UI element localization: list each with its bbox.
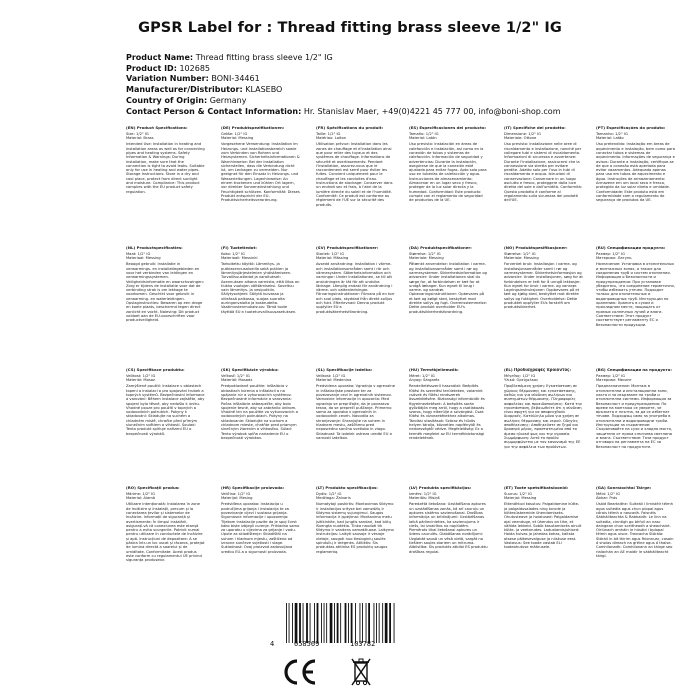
language-header: (DA) Produktspecifikationer:	[409, 246, 472, 250]
barcode-lead-digit: 4	[270, 640, 275, 648]
weee-crossed-bin-icon	[350, 657, 372, 687]
language-body: Utilizare intenționată: Instalarea în zone de încălzire și instalații, precum și la conectarea țevilor și sistemelor de încălzire. Informații de siguranță și avertismente: În timpul instalării, asigurați-vă că conexiunea este etanșă pentru a evita scurgerile. Potrivit numai pentru utilizare în conductele de încălzire și apă. Instrucțiuni de depozitare: A se păstra într-un loc uscat și răcoros, protejat de lumina directă a soarelui și de umiditate. Conformitate: Acest produs este conform cu regulamentul UE privind siguranța produselor.	[126, 502, 205, 563]
language-block	[316, 368, 395, 478]
language-body: Predvidena uporaba: Vgradnja v ogrevalne in inštalacijske prostore ter za povezovanje cevi in ogrevalnih sistemov. Varnostne informacije in opozorila: Med vgradnjo se prepričajte, da je povezava tesna, da se prepreči puščanje. Primerno samo za uporabo v ogrevalnih in vodovodnih ceveh. Navodila za shranjevanje: Shranjujte na suhem in hladnem mestu, zaščiteno pred neposredno sončno svetlobo in vlago. Skladnost: Ta izdelek ustreza uredbi EU o varnosti izdelkov.	[316, 384, 395, 440]
size-line: Tamaño: 1/2" IG	[409, 131, 439, 136]
barcode-right-group: 103782	[350, 640, 376, 648]
size-line: Størrelse: 1/2" IG	[409, 251, 441, 256]
size-line: Taille: 1/2" IG	[316, 131, 341, 136]
language-block	[316, 246, 395, 356]
language-header: (FI) Tuotetiedot:	[221, 246, 257, 250]
language-block	[221, 486, 300, 596]
language-body: Predviđena uporaba: Instalacija u područjima grijanja i instalacija te za povezivanje cijevi i sustava grijanja. Sigurnosne informacije i upozorenja: Tijekom instalacije pazite da je spoj čvrst kako biste izbjegli curenje. Prikladno samo za uporabu u cijevima za grijanje i vodu. Upute za skladištenje: Skladištiti na suhom i hladnom mjestu, zaštićeno od izravne sunčeve svjetlosti i vlage. Sukladnost: Ovaj proizvod zadovoljava uredbu EU-a o sigurnosti proizvoda.	[221, 502, 300, 554]
material-line: Materiaal: Messing	[126, 256, 161, 261]
language-block	[316, 126, 395, 236]
size-line: Izmērs: 1/2" IG	[409, 491, 437, 496]
language-header: (EN) Product Specifications:	[126, 126, 188, 130]
language-block	[596, 368, 675, 478]
material-line: Material: Brass	[126, 136, 154, 141]
language-block	[409, 126, 488, 236]
material-line: Anyag: Sárgaréz	[409, 378, 440, 383]
language-body: Предназначение: Монтаж в отоплителни и инсталационни зони, както и за свързване на тръби и отоплителни системи. Информация за безопасност и предупреждения: По време на монтажа се уверете, че връзката е плътна, за да се избегнат течове. Подходящ само за употреба в отоплителни и водопроводни тръби. Инструкции за съхранение: Съхранявайте на сухо и хладно място, защитено от пряка слънчева светлина и влага. Съответствие: Този продукт отговаря на регламента на ЕС за безопасност на продуктите.	[596, 384, 673, 449]
material-line: Materiaali: Messinki	[221, 256, 258, 261]
language-body: Paredzētā lietošana: Uzstādīšana apkures un uzstādīšanas zonās, kā arī cauruļu un apkures sistēmu savienošanai. Drošības informācija un brīdinājumi: Uzstādīšanas laikā pārliecinieties, ka savienojums ir ciešs, lai izvairītos no noplūdēm. Piemērots tikai lietošanai apkures un ūdens caurulēs. Glabāšanas norādījumi: Uzglabāt sausā un vēsā vietā, sargāt no tiešiem saules stariem un mitruma. Atbilstība: Šis produkts atbilst ES produktu drošības regulai.	[409, 502, 488, 554]
language-header: (HU) Termékjellemzők:	[409, 368, 459, 372]
language-block	[596, 486, 675, 596]
language-header: (RO) Specificații produs:	[126, 486, 180, 490]
language-section	[126, 126, 689, 236]
barcode-left-group: 058569	[294, 640, 320, 648]
language-header: (BG) Спецификации на продукта:	[596, 368, 672, 372]
material-line: Materiál: Mosaz	[126, 378, 155, 383]
language-block	[221, 126, 300, 236]
language-section	[126, 486, 689, 596]
material-line: Materiale: Ottone	[504, 136, 537, 141]
size-line: Koko: 1/2" IG	[221, 251, 245, 256]
size-line: Suurus: 1/2" IG	[504, 491, 532, 496]
label-footer	[270, 603, 430, 695]
language-body: Avsedd användning: Installation i värme- och installationsområden samt i rör och värmesystem. Säkerhetsinformation och varningar: Under installationen, se till att anslutningen är tät för att undvika läckage. Lämplig endast för användning i värme- och vattenledningar. Förvaringsinstruktioner: Förvara på en torr och sval plats, skyddad från direkt solljus och fukt. Efterlevnad: Denna produkt uppfyller EU:s produktsäkerhetsförordning.	[316, 262, 395, 314]
language-grid	[126, 126, 689, 590]
product-info-label: Manufacturer/Distributor:	[126, 85, 243, 95]
language-header: (IT) Specifiche del prodotto:	[504, 126, 566, 130]
product-info-value: 102685	[179, 63, 210, 73]
product-info-row	[126, 74, 686, 85]
product-info-row	[126, 64, 686, 75]
language-block	[126, 126, 205, 236]
language-body: Uso previsto: Instalación en áreas de calefacción e instalación, así como en la conexión de tubos y sistemas de calefacción. Información de seguridad y advertencias: Durante la instalación, asegúrese de que la conexión esté ajustada para evitar fugas. Apto solo para uso en tuberías de calefacción y agua. Instrucciones de almacenamiento: Almacenar en un lugar seco y fresco, proteger de la luz solar directa y la humedad. Conformidad: Este producto cumple con el reglamento de seguridad de productos de la UE.	[409, 142, 487, 203]
product-info-row	[126, 85, 686, 96]
size-line: Velikost: 1/2" IG	[126, 373, 156, 378]
material-line: Material: Messing	[221, 136, 254, 141]
language-header: (HR) Specifikacije proizvoda:	[221, 486, 285, 490]
material-line: Material: Medenina	[316, 378, 352, 383]
material-line: Materiál: Mosadz	[221, 378, 253, 383]
material-line: Materjal: Messing	[504, 496, 537, 501]
size-line: Veľkosť: 1/2" IG	[221, 373, 250, 378]
barcode-digits	[270, 640, 420, 650]
language-body: Úsáid Beartaithe: Suiteáil i limistéir téimh agus suiteála agus chun píopaí agus córais téimh a nascadh. Faisnéis Sábháilteachta & Rabhaidh: Le linn na suiteála, cinntigh go bhfuil an nasc daingean chun sceitheadh a sheachaint. Oiriúnach amháin le húsáid i bpíopaí téimh agus uisce. Treoracha Stórála: Stóráil in áit thirim agus fhionnuar, cosain ó sholas díreach na gréine agus ó thaise. Comhlíonadh: Comhlíonann an táirge seo rialachán an AE maidir le sábháilteacht táirgí.	[596, 502, 674, 558]
material-line: Material: Latão	[596, 136, 624, 141]
language-block	[409, 246, 488, 356]
size-line: Size: 1/2" IG	[126, 131, 149, 136]
language-header: (SK) Špecifikácie výrobku:	[221, 368, 279, 372]
language-body: Påtænkt anvendelse: Installation i varme- og installationsområder samt i rør og varmesystemer. Sikkerhedsinformation og advarsler: Under installationen skal du sørge for, at forbindelsen er tæt for at undgå lækager. Kun egnet til brug i varme- og vandrør. Opbevaringsinstruktioner: Opbevares på et tørt og køligt sted, beskyttet mod direkte sollys og fugt. Overensstemmelse: Dette produkt overholder EU's produktsikkerhedsforordning.	[409, 262, 488, 314]
language-header: (NO) Produktspesifikasjoner:	[504, 246, 568, 250]
language-body: Numatytoji paskirtis: Montavimas šildymo ir instaliacijos srityse bei vamzdžių ir šildymo sistemų sujungimui. Saugos informacija ir įspėjimai: Montavimo metu įsitikinkite, kad jungtis sandari, kad būtų išvengta nuotėkio. Tinka naudoti tik šildymo ir vandens vamzdžiuose. Laikymo instrukcijos: Laikyti sausoje ir vėsioje vietoje, saugoti nuo tiesioginių saulės spindulių ir drėgmės. Atitiktis: Šis produktas atitinka ES produktų saugos reglamentą.	[316, 502, 394, 554]
product-info-label: Product Name:	[126, 53, 194, 62]
material-line: Material: Latón	[409, 136, 437, 141]
product-info-label: Variation Number:	[126, 74, 209, 84]
language-block	[221, 246, 300, 356]
language-block	[126, 486, 205, 596]
language-block	[504, 126, 583, 236]
product-info-label: Country of Origin:	[126, 95, 208, 105]
product-info-value: Germany	[209, 95, 247, 105]
language-block	[126, 246, 205, 356]
page-title: GPSR Label for : Thread fitting brass sleeve 1/2" IG	[138, 20, 562, 36]
material-line: Medžiaga: Žalvaris	[316, 496, 351, 501]
language-block	[316, 486, 395, 596]
size-line: Mărime: 1/2" IG	[126, 491, 156, 496]
product-info-block	[126, 53, 686, 117]
size-line: Maat: 1/2" IG	[126, 251, 151, 256]
language-header: (EL) Προδιαγραφές προϊόντος:	[504, 368, 571, 372]
language-body: Predpokladané použitie: Inštalácia v oblastiach kúrenia a inštalácií a na spájanie rúr a vykurovacích systémov. Bezpečnostné informácie a varovania: Počas inštalácie zabezpečte, aby bolo spojenie tesné, aby sa zabránilo únikom. Vhodné len na použitie vo vykurovacích a vodovodných potrubiach. Pokyny na skladovanie: Skladujte na suchom a chladnom mieste, chráňte pred priamym slnečným žiarením a vlhkosťou. Súlad: Tento výrobok spĺňa nariadenie EÚ o bezpečnosti výrobkov.	[221, 384, 298, 440]
size-line: Μέγεθος: 1/2" IG	[504, 373, 536, 378]
language-body: Beoogd gebruik: Installatie in verwarmings- en installatiegebieden en voor het verbinden van leidingen en verwarmingssystemen. Veiligheidsinformatie en waarschuwingen: Zorg er tijdens de installatie voor dat de verbinding strak is om lekkage te voorkomen. Geschikt voor gebruik in verwarming- en waterleidingen. Opslaginstructies: Bewaren op een droge en koele plaats, beschermd tegen direct zonlicht en vocht. Naleving: Dit product voldoet aan de EU-voorschriften voor productveiligheid.	[126, 262, 204, 323]
size-line: Размер: 1/2" IG	[596, 251, 625, 256]
size-line: Dimensione: 1/2" IG	[504, 131, 542, 136]
language-section	[126, 246, 689, 356]
product-info-row	[126, 96, 686, 107]
language-block	[126, 368, 205, 478]
language-body: Utilisation prévue: Installation dans les zones de chauffage et d'installation ainsi que pour relier des tuyaux et des systèmes de chauffage. Informations de sécurité et avertissements: Pendant l'installation, assurez-vous que le raccordement est serré pour éviter les fuites. Convient uniquement pour le chauffage et les conduites d'eau. Instructions de stockage: Conserver dans un endroit sec et frais, à l'abri de la lumière directe du soleil et de l'humidité. Conformité: Ce produit est conforme au règlement de l'UE sur la sécurité des produits.	[316, 142, 393, 207]
material-line: Материал: Латунь	[596, 256, 632, 261]
size-line: Größe: 1/2" IG	[221, 131, 248, 136]
language-body: Назначение: Установка в отопительных и монтажных зонах, а также для соединения труб и систем отопления. Информация о безопасности и предупреждения: При установке убедитесь, что соединение герметично, чтобы избежать утечек. Подходит только для отопительных и водопроводных труб. Инструкции по хранению: Хранить в сухом и прохладном месте, защищать от прямых солнечных лучей и влаги. Соответствие: Этот продукт соответствует регламенту ЕС о безопасности продукции.	[596, 262, 675, 327]
language-header: (NL) Productspecificaties:	[126, 246, 183, 250]
material-line: Material: Mässing	[316, 256, 349, 261]
language-header: (FR) Spécifications du produit:	[316, 126, 384, 130]
language-block	[596, 126, 675, 236]
size-line: Størrelse: 1/2" IG	[504, 251, 536, 256]
language-body: Tarkoitettu käyttö: Lämmitys- ja putkiasennusalueilla sekä putkien ja lämmitysjärjestelmien yhdistämiseen. Turvallisuustiedot ja varoitukset: Asennuksen aikana varmista, että liitos on tiukka vuotojen välttämiseksi. Soveltuu vain lämmitys- ja vesiputkiin. Säilytysohjeet: Säilytä kuivassa ja viileässä paikassa, suojaa suoralta auringonvalolta ja kosteudelta. Vaatimustenmukaisuus: Tämä tuote täyttää EU:n tuoteturvallisuusasetuksen.	[221, 262, 300, 314]
language-body: Vorgesehene Verwendung: Installation im Heizungs- und Installationsbereich sowie zum Verbinden von Rohren und Heizsystemen. Sicherheitsinformationen & Warnhinweise: Bei der Installation sicherstellen, dass die Verbindung dicht ist, um Leckagen zu vermeiden. Nur geeignet für den Einsatz in Heizungs- und Wasserleitungen. Lagerhinweise: An einem trockenen und kühlen Ort lagern, vor direkter Sonneneinstrahlung und Feuchtigkeit schützen. Konformität: Dieses Produkt entspricht der EU-Produktsicherheitsverordnung.	[221, 142, 300, 203]
language-header: (SV) Produktspecifikationer:	[316, 246, 379, 250]
material-line: Matériau: Laiton	[316, 136, 347, 141]
size-line: Storlek: 1/2" IG	[316, 251, 345, 256]
language-block	[409, 368, 488, 478]
language-header: (LT) Produkto specifikacijos:	[316, 486, 378, 490]
language-body: Zamýšlené použití: Instalace v oblastech topení a instalací a pro spojování trubek a topných systémů. Bezpečnostní informace a varování: Během instalace zajistěte, aby spojení bylo těsné, aby nedošlo k úniku. Vhodné pouze pro použití v topných a vodovodních potrubích. Pokyny k skladování: Skladujte na suchém a chladném místě, chraňte před přímým slunečním světlem a vlhkostí. Soulad: Tento produkt splňuje nařízení EU o bezpečnosti výrobků.	[126, 384, 205, 436]
language-body: Uso previsto: Installazione nelle aree di riscaldamento e installazione, nonché per collegare tubi e sistemi di riscaldamento. Informazioni di sicurezza e avvertenze: Durante l'installazione, assicurarsi che la connessione sia stretta per evitare perdite. Adatto solo per l'uso in tubi di riscaldamento e acqua. Istruzioni di conservazione: Conservare in un luogo asciutto e fresco, proteggere dalla luce diretta del sole e dall'umidità. Conformità: Questo prodotto è conforme al regolamento sulla sicurezza dei prodotti dell'UE.	[504, 142, 583, 203]
product-info-row	[126, 107, 686, 118]
material-line: Materiāls: Misiņš	[409, 496, 440, 501]
language-header: (ES) Especificaciones del producto:	[409, 126, 487, 130]
ean-barcode	[284, 603, 404, 643]
material-line: Materiale: Messing	[409, 256, 444, 261]
material-line: Materijal: Mesing	[221, 496, 253, 501]
language-block	[504, 486, 583, 596]
language-header: (ET) Toote spetsifikatsioonid:	[504, 486, 569, 490]
language-section	[126, 368, 689, 478]
size-line: Tamanho: 1/2" IG	[596, 131, 628, 136]
product-info-row	[126, 53, 686, 64]
size-line: Méid: 1/2" IG	[596, 491, 620, 496]
language-body: Rendeltetésszerű használat: Beépítés fűtési és szerelési területeken, valamint csövek és fűtési rendszerek összekötésére. Biztonsági információk és figyelmeztetések: A beépítés során győződjön meg arról, hogy a csatlakozás szoros, hogy elkerülje a szivárgást. Csak fűtési és vízvezetékekhez alkalmas. Tárolási utasítások: Száraz és hűvös helyen tárolja, közvetlen napfénytől és nedvességtől védve. Megfelelőség: Ez a termék megfelel az EU termékbiztonsági rendeletének.	[409, 384, 485, 440]
ce-mark-icon	[282, 658, 318, 686]
language-block	[409, 486, 488, 596]
size-line: Méret: 1/2" IG	[409, 373, 435, 378]
language-header: (LV) Produkta specifikācijas:	[409, 486, 472, 490]
size-line: Dydis: 1/2" IG	[316, 491, 342, 496]
language-block	[596, 246, 675, 356]
language-body: Ettenähtud kasutus: Paigaldamine kütte- ja paigaldusalades ning torude ja küttesüsteemide ühendamiseks. Ohutusteave ja hoiatused: Paigaldamise ajal veenduge, et ühendus on tihe, et vältida lekkeid. Sobib kasutamiseks ainult kütte- ja veetorudes. Ladustamisjuhised: Hoida kuivas ja jahedas kohas, kaitsta otsese päikesevalguse ja niiskuse eest. Vastavus: See toode vastab ELi tooteohutuse määrusele.	[504, 502, 582, 550]
material-line: Material: Alamă	[126, 496, 156, 501]
language-body: Uso pretendido: Instalação em áreas de aquecimento e instalação, bem como para conectar tubos e sistemas de aquecimento. Informações de segurança e avisos: Durante a instalação, certifique-se de que a conexão está apertada para evitar vazamentos. Adequado apenas para uso em tubos de aquecimento e água. Instruções de armazenamento: Armazene em um local seco e fresco, protegido da luz solar direta e umidade. Conformidade: Este produto está em conformidade com o regulamento de segurança de produtos da UE.	[596, 142, 675, 203]
product-info-label: Contact Person & Contact Information:	[126, 106, 302, 116]
material-line: Материал: Месинг	[596, 378, 632, 383]
language-body: Intended Use: Installation in heating and installation areas as well as for connecting pipes and heating systems. Safety Information & Warnings: During installation, make sure that the connection is tight to avoid leaks. Suitable only for use in heating and water pipes. Storage Instructions: Store in a dry and cool place, protect from direct sunlight and moisture. Compliance: This product complies with the EU product safety regulation.	[126, 142, 205, 194]
material-line: Υλικό: Ορείχαλκος	[504, 378, 539, 383]
product-info-value: Hr. Stanislav Maer, +49(0)4221 45 777 00, info@boni-shop.com	[303, 106, 561, 116]
size-line: Размер: 1/2" IG	[596, 373, 625, 378]
material-line: Materiale: Messing	[504, 256, 539, 261]
product-info-value: BONI-34461	[211, 74, 260, 84]
language-header: (GA) Sonraíochtaí Táirge:	[596, 486, 652, 490]
language-header: (RU) Спецификации продукта:	[596, 246, 666, 250]
language-header: (DE) Produktspezifikationen:	[221, 126, 285, 130]
language-body: Προβλεπόμενη χρήση: Εγκατάσταση σε χώρους θέρμανσης και εγκατάστασης, καθώς και για σύνδεση σωλήνων και συστημάτων θέρμανσης. Πληροφορίες ασφαλείας και προειδοποιήσεις: Κατά την εγκατάσταση, βεβαιωθείτε ότι η σύνδεση είναι σφιχτή για να αποφευχθούν διαρροές. Κατάλληλο μόνο για χρήση σε σωλήνες θέρμανσης και νερού. Οδηγίες αποθήκευσης: Αποθηκεύστε σε ξηρό και δροσερό μέρος, προστατευμένο από το άμεσο ηλιακό φως και την υγρασία. Συμμόρφωση: Αυτό το προϊόν συμμορφώνεται με τον κανονισμό της ΕΕ για την ασφάλεια των προϊόντων.	[504, 384, 582, 449]
product-info-value: Thread fitting brass sleeve 1/2" IG	[195, 53, 333, 62]
size-line: Velikost: 1/2" IG	[316, 373, 346, 378]
language-header: (SL) Specifikacije izdelka:	[316, 368, 373, 372]
product-info-label: Product ID:	[126, 63, 177, 73]
size-line: Veličina: 1/2" IG	[221, 491, 251, 496]
material-line: Ábhar: Prás	[596, 496, 618, 501]
language-block	[221, 368, 300, 478]
language-body: Forventet bruk: Installasjon i varme- og installasjonsområder samt i rør og varmesystemer. Sikkerhetsinformasjon og advarsler: Under installasjonen, sørg for at forbindelsen er tett for å unngå lekkasjer. Kun egnet for bruk i varme- og vannrør. Lagringsinstruksjoner: Oppbevares på et tørt og kjølig sted, beskyttet mot direkte sollys og fuktighet. Overholdelse: Dette produktet oppfyller EUs forskrift om produktsikkerhet.	[504, 262, 583, 310]
language-block	[504, 246, 583, 356]
product-info-value: KLASEBO	[245, 85, 283, 95]
language-block	[504, 368, 583, 478]
language-header: (PT) Especificações do produto:	[596, 126, 666, 130]
language-header: (CS) Specifikace produktu:	[126, 368, 185, 372]
